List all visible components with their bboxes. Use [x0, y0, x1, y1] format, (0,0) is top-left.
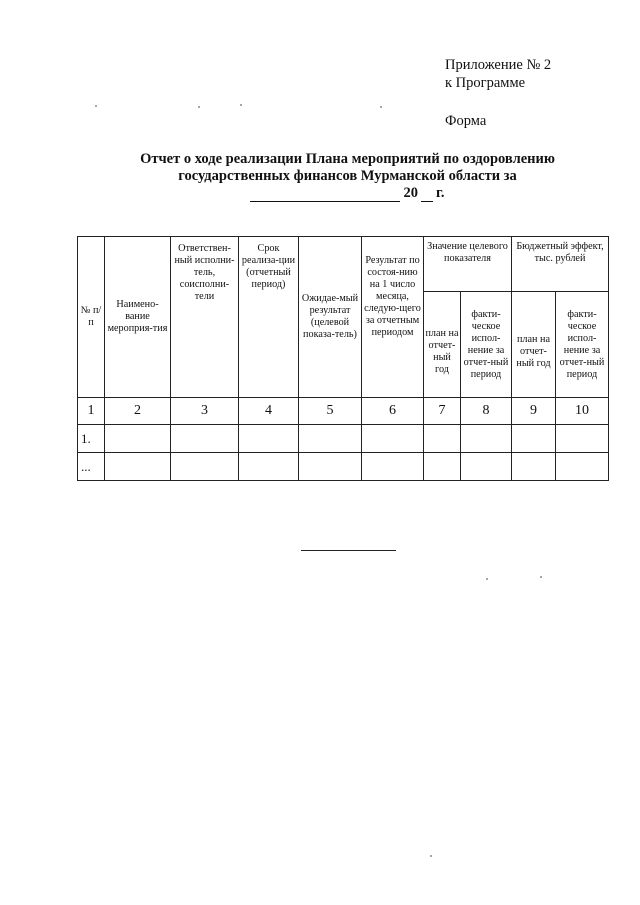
- appendix-program: к Программе: [445, 75, 526, 91]
- table-cell: [171, 453, 239, 481]
- scan-speck: [240, 104, 242, 106]
- header-responsible: Ответствен-ный исполни-тель, соисполни-тели: [171, 237, 239, 398]
- column-number: 7: [424, 398, 461, 425]
- table-cell: [105, 425, 171, 453]
- scan-speck: [380, 106, 382, 108]
- table-cell: [424, 425, 461, 453]
- table-cell: [171, 425, 239, 453]
- scan-speck: [198, 106, 200, 108]
- year-suffix: г.: [435, 185, 445, 201]
- header-target-group: Значение целевого показателя: [424, 237, 512, 292]
- column-number: 5: [299, 398, 362, 425]
- table-cell: [556, 425, 609, 453]
- scan-speck: [540, 576, 542, 578]
- column-number: 10: [556, 398, 609, 425]
- table-cell: [461, 425, 512, 453]
- closing-rule: [301, 550, 396, 551]
- scan-speck: [486, 578, 488, 580]
- column-number: 1: [78, 398, 105, 425]
- year-prefix: 20: [403, 185, 418, 201]
- appendix-number: Приложение № 2: [445, 57, 552, 73]
- table-cell: [424, 453, 461, 481]
- table-cell: [239, 425, 299, 453]
- title-line-3: [60, 185, 635, 202]
- header-budget-fact: факти-ческое испол-нение за отчет-ный период: [556, 292, 609, 398]
- table-cell: [105, 453, 171, 481]
- table-cell: [239, 453, 299, 481]
- table-cell: [512, 425, 556, 453]
- form-label: Форма: [445, 113, 487, 129]
- report-title: [60, 151, 635, 202]
- report-table: [77, 236, 609, 481]
- header-result: Результат по состоя-нию на 1 число месяца, следую-щего за отчетным периодом: [362, 237, 424, 398]
- table-cell: [299, 425, 362, 453]
- scan-speck: [430, 855, 432, 857]
- table-row: [78, 425, 609, 453]
- column-number: 4: [239, 398, 299, 425]
- header-period: Срок реализа-ции (отчетный период): [239, 237, 299, 398]
- header-budget-group: Бюджетный эффект, тыс. рублей: [512, 237, 609, 292]
- header-name: Наимено-вание мероприя-тия: [105, 237, 171, 398]
- header-budget-plan: план на отчет-ный год: [512, 292, 556, 398]
- period-blank: [250, 187, 400, 202]
- column-number: 2: [105, 398, 171, 425]
- column-number-row: [78, 398, 609, 425]
- header-num: № п/п: [78, 237, 105, 398]
- scan-speck: [95, 105, 97, 107]
- table-cell: [362, 453, 424, 481]
- table-cell: [512, 453, 556, 481]
- year-blank: [421, 187, 433, 202]
- title-line-1: Отчет о ходе реализации Плана мероприятий по оздоровлению: [140, 151, 555, 167]
- header-target-plan: план на отчет-ный год: [424, 292, 461, 398]
- table-row: [78, 453, 609, 481]
- column-number: 9: [512, 398, 556, 425]
- header-target-fact: факти-ческое испол-нение за отчет-ный период: [461, 292, 512, 398]
- header-row-1: [78, 237, 609, 292]
- row-label: ...: [78, 453, 105, 481]
- table-cell: [556, 453, 609, 481]
- column-number: 6: [362, 398, 424, 425]
- title-line-2: государственных финансов Мурманской области за: [178, 168, 517, 184]
- table-cell: [461, 453, 512, 481]
- row-label: 1.: [78, 425, 105, 453]
- table-cell: [362, 425, 424, 453]
- column-number: 3: [171, 398, 239, 425]
- header-expected: Ожидае-мый результат (целевой показа-тель): [299, 237, 362, 398]
- table-cell: [299, 453, 362, 481]
- column-number: 8: [461, 398, 512, 425]
- appendix-block: [445, 56, 551, 92]
